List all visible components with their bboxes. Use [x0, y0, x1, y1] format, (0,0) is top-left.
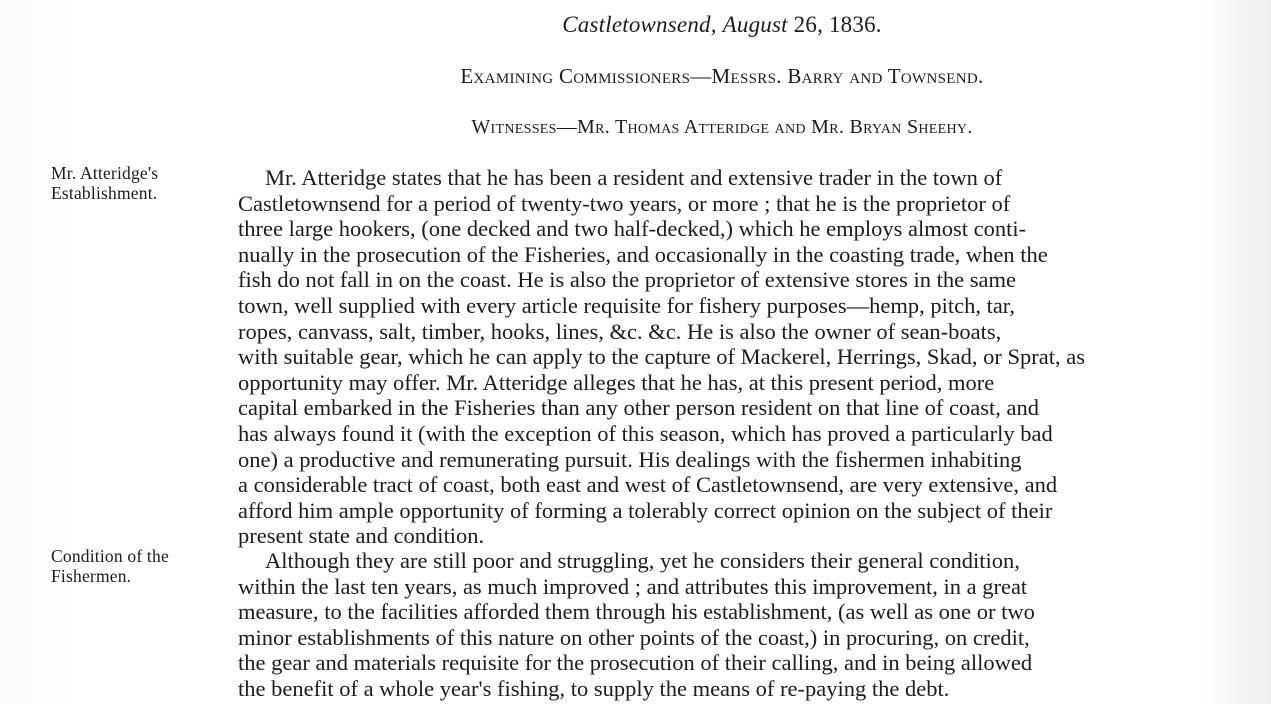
- text-line: the gear and materials requisite for the prosecution of their calling, and in being allowed: [238, 650, 1033, 676]
- text-line: within the last ten years, as much improved ; and attributes this improvement, in a great: [238, 573, 1028, 599]
- text-line: nually in the prosecution of the Fisheries, and occasionally in the coasting trade, when the: [238, 241, 1048, 267]
- sidenote-line: Mr. Atteridge's: [51, 163, 159, 183]
- text-line: Mr. Atteridge states that he has been a resident and extensive trader in the town of: [265, 165, 1003, 190]
- text-line: three large hookers, (one decked and two half-decked,) which he employs almost conti-: [238, 216, 1027, 242]
- sidenote-establishment: [51, 163, 226, 203]
- text-line: capital embarked in the Fisheries than any other person resident on that line of coast, and: [238, 395, 1040, 421]
- text-line: ropes, canvass, salt, timber, hooks, lines, &c. &c. He is also the owner of sean-boats,: [238, 318, 1002, 344]
- text-line: a considerable tract of coast, both east and west of Castletownsend, are very extensive, and: [238, 472, 1058, 498]
- sidenote-line: Fishermen.: [51, 566, 132, 586]
- text-line: one) a productive and remunerating pursuit. His dealings with the fishermen inhabiting: [238, 446, 1022, 472]
- page-edge-shadow: [1211, 0, 1271, 704]
- witnesses-heading: Witnesses—Mr. Thomas Atteridge and Mr. Bryan Sheehy.: [471, 116, 973, 138]
- text-line: minor establishments of this nature on other points of the coast,) in procuring, on credit,: [238, 624, 1030, 650]
- sidenote-condition: [51, 546, 226, 586]
- text-line: Although they are still poor and struggling, yet he considers their general condition,: [265, 548, 1020, 573]
- commissioners-heading: Examining Commissioners—Messrs. Barry and Townsend.: [460, 64, 984, 88]
- text-line: present state and condition.: [238, 523, 485, 549]
- text-line: has always found it (with the exception of this season, which has proved a particularly bad: [238, 420, 1053, 446]
- sidenote-line: Establishment.: [51, 183, 158, 203]
- paragraph-condition: [238, 548, 1206, 702]
- text-line: Castletownsend for a period of twenty-two years, or more ; that he is the proprietor of: [238, 190, 1011, 216]
- text-line: with suitable gear, which he can apply to the capture of Mackerel, Herrings, Skad, or Sprat, as: [238, 344, 1085, 370]
- text-line: fish do not fall in on the coast. He is also the proprietor of extensive stores in the same: [238, 267, 1016, 293]
- dateline-day-year: 26, 1836.: [793, 12, 882, 37]
- sidenote-line: Condition of the: [51, 546, 169, 566]
- dateline-month: August: [722, 12, 788, 37]
- text-line: the benefit of a whole year's fishing, to supply the means of re-paying the debt.: [238, 675, 950, 701]
- text-line: opportunity may offer. Mr. Atteridge alleges that he has, at this present period, more: [238, 369, 995, 395]
- text-line: measure, to the facilities afforded them through his establishment, (as well as one or two: [238, 599, 1035, 625]
- text-line: town, well supplied with every article requisite for fishery purposes—hemp, pitch, tar,: [238, 292, 1016, 318]
- text-line: afford him ample opportunity of forming a tolerably correct opinion on the subject of their: [238, 497, 1053, 523]
- dateline: [0, 12, 1271, 38]
- dateline-place: Castletownsend,: [562, 12, 717, 37]
- paragraph-establishment: [238, 165, 1206, 549]
